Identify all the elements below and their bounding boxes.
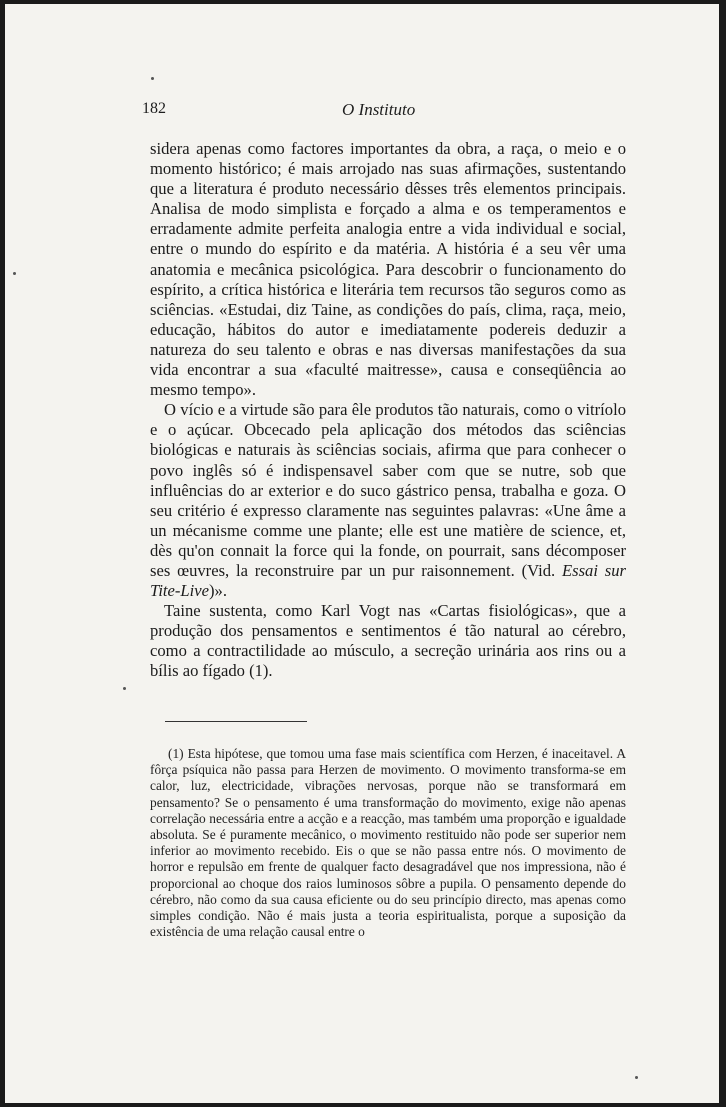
scan-speck: [151, 77, 154, 80]
citation-title: Essai sur Tite-Live: [150, 560, 626, 601]
page-header: [5, 100, 719, 124]
citation-close: )».: [209, 581, 227, 601]
footnote-text: (1) Esta hipótese, que tomou uma fase mais scientífica com Herzen, é inaceitavel. A fôrça psíquica não passa para Herzen de movimento. O movimento transforma-se em calor, luz, electricidade, vibrações nervosas, porque não se transformará em pensamento? Se o pensamento é uma transformação do movimento, exige não apenas correlação necessária entre a acção e a reacção, mas também uma proporção e igualdade absoluta. Se é puramente mecânico, o movimento restituido não pode ser superior nem inferior ao movimento recebido. Eis o que se não passa entre nós. O movimento de horror e repulsão em frente de qualquer facto desagradável que nos impressiona, não é proporcional ao choque dos raios luminosos sôbre a pupila. O pensamento depende do cérebro, não como da sua causa eficiente ou do seu princípio directo, mas apenas como simples condição. Não é mais justa a teoria espiritualista, porque a suposição da existência de uma relação causal entre o: [150, 746, 626, 940]
paragraph-vice-virtue: [150, 400, 626, 601]
scan-speck: [123, 687, 126, 690]
footnote-separator: [165, 721, 307, 722]
paragraph-vice-virtue-text: O vício e a virtude são para êle produtos tão naturais, como o vitríolo e o açúcar. Obcecado pela aplicação dos métodos das sciências biológicas e naturais às sciências sociais, afirma que para conhecer o povo inglês só é indispensavel saber com que se nutre, sob que influências do ar exterior e do suco gástrico pensa, trabalha e goza. O seu critério é expresso claramente nas seguintes palavras: «Une âme a un mécanisme comme une plante; elle est une matière de science, et, dès qu'on connait la force qui la fonde, on pourrait, sans décomposer ses œuvres, la reconstruire par un pur raisonnement. (Vid.: [150, 400, 626, 580]
running-head: O Instituto: [342, 100, 416, 119]
footnote: [150, 746, 626, 940]
book-page: [5, 4, 719, 1103]
main-text: [150, 139, 626, 682]
scan-speck: [13, 272, 16, 275]
page-number: 182: [142, 100, 166, 117]
paragraph-continued: sidera apenas como factores importantes da obra, a raça, o meio e o momento histórico; é mais arrojado nas suas afirmações, sustentando que a literatura é produto necessário dêsses três elementos principais. Analisa de modo simplista e forçado a alma e os temperamentos e erradamente admite perfeita analogia entre a vida individual e social, entre o mundo do espírito e da matéria. A história é a seu vêr uma anatomia e mecânica psicológica. Para descobrir o funcionamento do espírito, a crítica histórica e literária tem recursos tão seguros como as sciências. «Estudai, diz Taine, as condições do país, clima, raça, meio, educação, hábitos do autor e imediatamente podereis deduzir a natureza do seu talento e obras e nas diversas manifestações da sua vida encontrar a sua «faculté maitresse», causa e conseqüência ao mesmo tempo».: [150, 139, 626, 400]
scan-speck: [635, 1076, 638, 1079]
paragraph-vogt: Taine sustenta, como Karl Vogt nas «Cartas fisiológicas», que a produção dos pensamentos e sentimentos é tão natural ao cérebro, como a contractilidade ao músculo, a secreção urinária aos rins ou a bílis ao fígado (1).: [150, 601, 626, 681]
